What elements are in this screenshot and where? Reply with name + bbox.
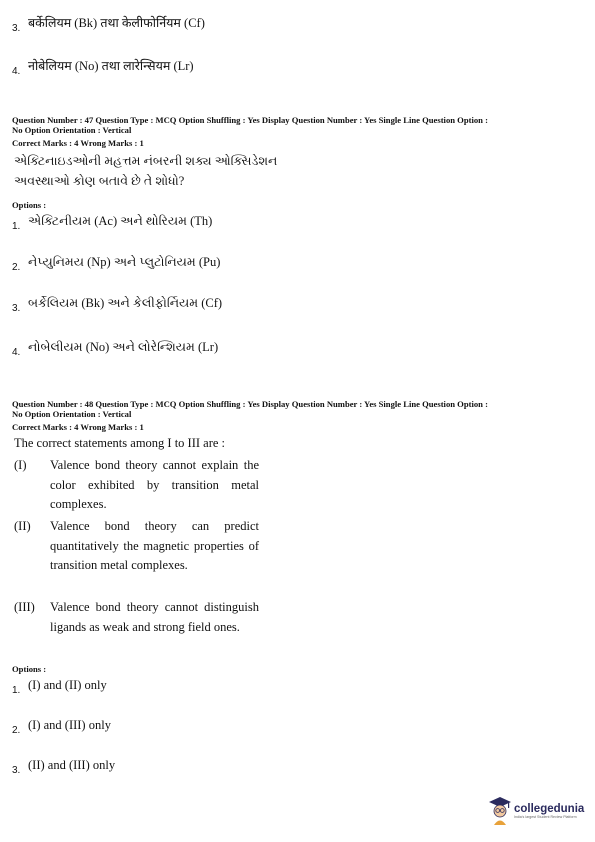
option-number: 3. [12,303,21,314]
q48-statement-3 [14,598,259,637]
q47-marks: Correct Marks : 4 Wrong Marks : 1 [12,138,144,148]
option-text: (I) and (II) only [28,678,107,692]
q48-option-2[interactable] [12,718,111,737]
collegedunia-logo [488,794,588,828]
option-text: એક્ટિનીયમ (Ac) અને થોરિયમ (Th) [28,214,213,228]
option-text: નોબેલીયમ (No) અને લોરેન્શિયમ (Lr) [28,340,219,354]
brand-tagline: India's largest Student Review Platform [514,814,577,819]
option-number: 1. [12,221,21,232]
brand-name: collegedunia [514,802,585,815]
option-number: 3. [12,23,21,34]
prev-option-4[interactable] [12,57,194,78]
q48-statement-1 [14,456,259,515]
q47-meta-line2: No Option Orientation : Vertical [12,125,132,135]
option-text: નેપ્યુનિમય (Np) અને પ્લુટોનિયમ (Pu) [28,255,221,269]
statement-text: Valence bond theory cannot explain the color exhibited by transition metal complexes. [50,458,259,511]
q47-option-1[interactable] [12,214,212,233]
option-number: 4. [12,347,21,358]
statement-text: Valence bond theory can predict quantitatively the magnetic properties of transition metal complexes. [50,519,259,572]
prev-option-3[interactable] [12,14,205,35]
option-text: (I) and (III) only [28,718,111,732]
q48-meta-line2: No Option Orientation : Vertical [12,409,132,419]
option-text: (II) and (III) only [28,758,116,772]
option-number: 2. [12,725,21,736]
q47-option-2[interactable] [12,255,220,274]
q47-question-line2: અવસ્થાઓ કોણ બતાવે છે તે શોધો? [14,174,185,188]
q48-statement-2 [14,517,259,576]
option-number: 3. [12,765,21,776]
statement-number: (I) [14,458,27,472]
q47-options-label: Options : [12,200,47,210]
statement-number: (III) [14,600,35,614]
q48-option-3[interactable] [12,758,115,777]
q47-option-3[interactable] [12,296,222,315]
option-text: नोबेलियम (No) तथा लारेन्सियम (Lr) [28,59,194,73]
q47-option-4[interactable] [12,340,218,359]
option-text: बर्केलियम (Bk) तथा केलीफोर्नियम (Cf) [28,16,205,30]
graduate-mascot-icon [488,796,512,826]
q48-question-intro: The correct statements among I to III are : [14,436,226,450]
option-number: 1. [12,685,21,696]
option-number: 2. [12,262,21,273]
q48-options-label: Options : [12,664,47,674]
q47-question-line1: એક્ટિનાઇડઓની મહત્તમ નંબરની શક્ય ઓક્સિડેશન [14,154,278,168]
q48-marks: Correct Marks : 4 Wrong Marks : 1 [12,422,144,432]
q48-option-1[interactable] [12,678,107,697]
statement-text: Valence bond theory cannot distinguish ligands as weak and strong field ones. [50,600,259,634]
option-number: 4. [12,66,21,77]
statement-number: (II) [14,519,31,533]
option-text: બર્કેલિયમ (Bk) અને કેલીફોર્નિયમ (Cf) [28,296,223,310]
q48-meta-line1: Question Number : 48 Question Type : MCQ Option Shuffling : Yes Display Question Number : Yes Single Line Question Option : [12,399,488,409]
q47-meta-line1: Question Number : 47 Question Type : MCQ Option Shuffling : Yes Display Question Number : Yes Single Line Question Option : [12,115,488,125]
